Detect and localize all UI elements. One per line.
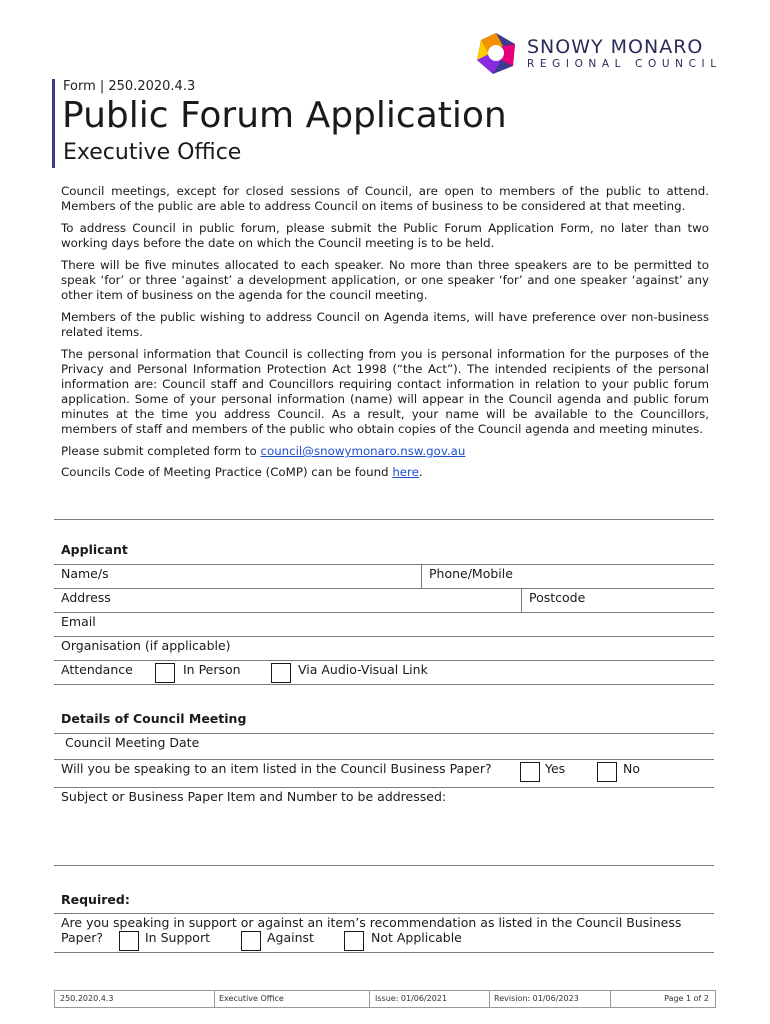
attendance-label: Attendance bbox=[61, 662, 133, 677]
submit-text: Please submit completed form to bbox=[61, 444, 261, 458]
footer-separator bbox=[610, 991, 611, 1007]
logo-name: SNOWY MONARO bbox=[527, 36, 704, 58]
av-link-checkbox[interactable] bbox=[271, 663, 291, 683]
intro-paragraph: Members of the public wishing to address Council on Agenda items, will have preference over non-business related items. bbox=[61, 310, 709, 339]
comp-line bbox=[61, 465, 709, 480]
in-person-checkbox[interactable] bbox=[155, 663, 175, 683]
yes-checkbox[interactable] bbox=[520, 762, 540, 782]
applicant-heading: Applicant bbox=[61, 542, 128, 557]
address-field-label: Address bbox=[61, 590, 111, 605]
footer-issue: Issue: 01/06/2021 bbox=[375, 994, 448, 1003]
av-link-label: Via Audio-Visual Link bbox=[298, 662, 428, 677]
row-divider bbox=[54, 612, 714, 613]
intro-paragraph: Council meetings, except for closed sessions of Council, are open to members of the public to attend. Members of the public are able to address Council on items of business to be considered at that meeting. bbox=[61, 184, 709, 213]
footer-revision: Revision: 01/06/2023 bbox=[494, 994, 579, 1003]
footer-separator bbox=[369, 991, 370, 1007]
comp-here-link[interactable]: here bbox=[392, 465, 419, 479]
row-divider bbox=[54, 865, 714, 866]
against-checkbox[interactable] bbox=[241, 931, 261, 951]
in-support-checkbox[interactable] bbox=[119, 931, 139, 951]
speaking-question: Will you be speaking to an item listed in the Council Business Paper? bbox=[61, 761, 492, 776]
not-applicable-checkbox[interactable] bbox=[344, 931, 364, 951]
against-label: Against bbox=[267, 930, 314, 945]
row-divider bbox=[54, 787, 714, 788]
subject-label: Subject or Business Paper Item and Number to be addressed: bbox=[61, 789, 447, 804]
intro-paragraph: To address Council in public forum, please submit the Public Forum Application Form, no later than two working days before the date on which the Council meeting is to be held. bbox=[61, 221, 709, 250]
in-person-label: In Person bbox=[183, 662, 241, 677]
email-field-label: Email bbox=[61, 614, 96, 629]
comp-text: Councils Code of Meeting Practice (CoMP) can be found bbox=[61, 465, 393, 479]
row-divider bbox=[54, 759, 714, 760]
row-divider bbox=[54, 564, 714, 565]
row-divider bbox=[54, 913, 714, 914]
organisation-field-label: Organisation (if applicable) bbox=[61, 638, 231, 653]
council-logo-icon bbox=[473, 30, 519, 76]
row-divider bbox=[54, 636, 714, 637]
form-number: Form | 250.2020.4.3 bbox=[63, 79, 196, 94]
logo-subtitle: REGIONAL COUNCIL bbox=[527, 58, 722, 70]
intro-paragraph: There will be five minutes allocated to each speaker. No more than three speakers are to be permitted to speak ‘for’ or three ‘against’ a development application, or one speaker ‘for’ and one speaker ‘against’ any other item of business on the agenda for the council meeting. bbox=[61, 258, 709, 302]
comp-suffix: . bbox=[418, 465, 423, 479]
phone-field-label: Phone/Mobile bbox=[429, 566, 513, 581]
row-divider bbox=[54, 952, 714, 953]
page-subtitle: Executive Office bbox=[63, 140, 242, 165]
no-label: No bbox=[623, 761, 640, 776]
meeting-heading: Details of Council Meeting bbox=[61, 711, 247, 726]
no-checkbox[interactable] bbox=[597, 762, 617, 782]
intro-paragraph: The personal information that Council is collecting from you is personal information for the purposes of the Privacy and Personal Information Protection Act 1998 (“the Act”). The intended recipients of the personal information are: Council staff and Councillors requiring contact information in relation to your public forum application. Some of your personal information (name) will appear in the Council agenda and public forum minutes at the time you address Council. As a result, your name will be available to the Councillors, members of staff and members of the public who obtain copies of the Council agenda and meeting minutes. bbox=[61, 347, 709, 436]
page-footer bbox=[54, 990, 716, 1008]
postcode-field-label: Postcode bbox=[529, 590, 586, 605]
required-heading: Required: bbox=[61, 892, 130, 907]
footer-doc-number: 250.2020.4.3 bbox=[60, 994, 114, 1003]
intro-text bbox=[61, 184, 709, 486]
support-question-line1: Are you speaking in support or against an item’s recommendation as listed in the Council Business bbox=[61, 915, 682, 930]
name-field-label: Name/s bbox=[61, 566, 109, 581]
section-divider bbox=[54, 519, 714, 520]
in-support-label: In Support bbox=[145, 930, 210, 945]
column-divider bbox=[421, 564, 422, 588]
column-divider bbox=[521, 588, 522, 612]
row-divider bbox=[54, 660, 714, 661]
footer-separator bbox=[489, 991, 490, 1007]
row-divider bbox=[54, 684, 714, 685]
footer-separator bbox=[214, 991, 215, 1007]
footer-page-number: Page 1 of 2 bbox=[664, 994, 709, 1003]
header-accent-bar bbox=[52, 79, 55, 168]
page-title: Public Forum Application bbox=[62, 95, 507, 136]
subject-field[interactable] bbox=[54, 806, 714, 864]
submit-line bbox=[61, 444, 709, 459]
not-applicable-label: Not Applicable bbox=[371, 930, 462, 945]
support-question-line2: Paper? bbox=[61, 930, 104, 945]
row-divider bbox=[54, 733, 714, 734]
council-email-link[interactable]: council@snowymonaro.nsw.gov.au bbox=[260, 444, 466, 458]
meeting-date-label: Council Meeting Date bbox=[65, 735, 200, 750]
yes-label: Yes bbox=[545, 761, 566, 776]
row-divider bbox=[54, 588, 714, 589]
footer-office: Executive Office bbox=[219, 994, 284, 1003]
